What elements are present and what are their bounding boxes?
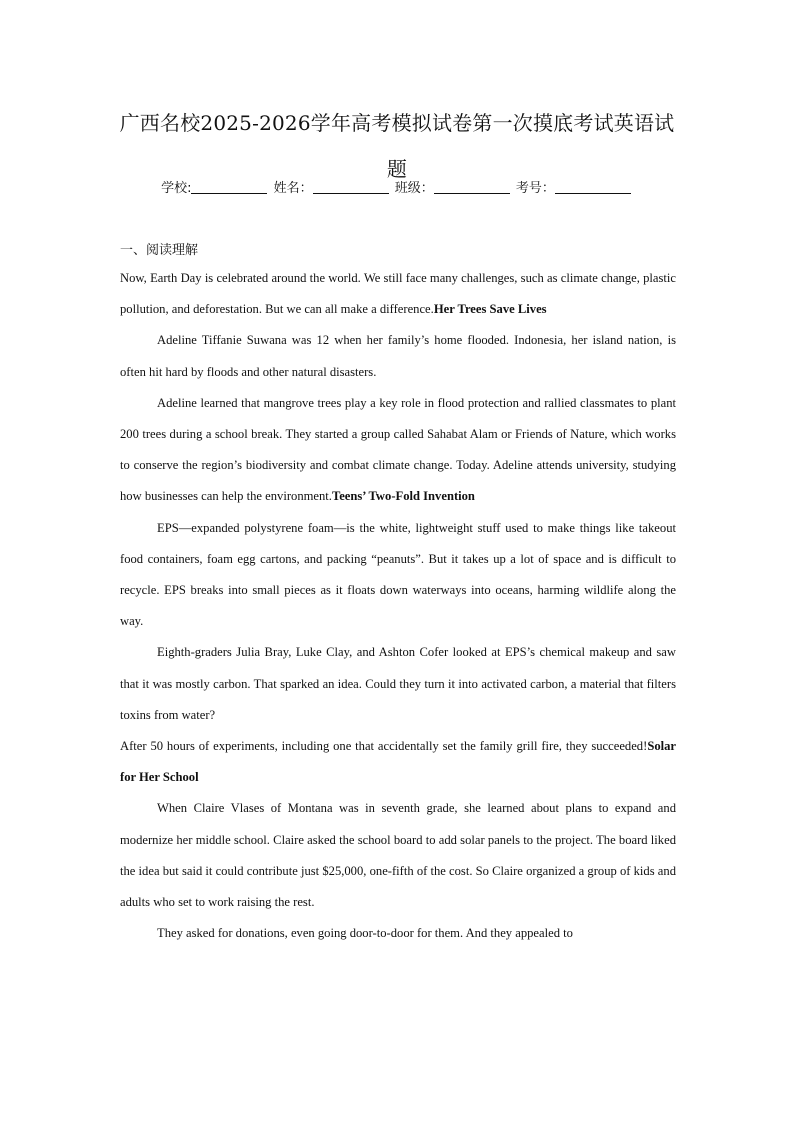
student-info-line [0, 179, 794, 199]
paragraph-experiments [120, 731, 676, 793]
intro-text: Now, Earth Day is celebrated around the world. We still face many challenges, such as climate change, plastic pollution, and deforestation. But we can all make a difference. [120, 271, 676, 317]
exam-number-label: 考号： [515, 181, 555, 196]
class-label: 班级： [394, 181, 434, 196]
adeline-text: Adeline learned that mangrove trees play a key role in flood protection and rallied classmates to plant 200 trees during a school break. They started a group called Sahabat Alam or Friends of Nature, which works to conserve the region’s biodiversity and combat climate change. Today. Adeline attends university, studying how businesses can help the environment. [120, 395, 676, 504]
page-title: 广西名校2025-2026学年高考模拟试卷第一次摸底考试英语试题 [119, 111, 675, 181]
name-label: 姓名： [273, 181, 313, 196]
paragraph-eps: EPS—expanded polystyrene foam—is the white, lightweight stuff used to make things like takeout food containers, foam egg cartons, and packing “peanuts”. But it takes up a lot of space and is difficult to recycle. EPS breaks into small pieces as it floats down waterways into oceans, harming wildlife along the way. [120, 520, 676, 629]
section-heading: 一、阅读理解 [120, 243, 199, 258]
name-blank[interactable] [313, 179, 389, 194]
school-blank[interactable] [191, 179, 267, 194]
paragraph-donations: They asked for donations, even going door-to-door for them. And they appealed to [157, 926, 573, 941]
paragraph-eighth-graders: Eighth-graders Julia Bray, Luke Clay, and Ashton Cofer looked at EPS’s chemical makeup and saw that it was mostly carbon. That sparked an idea. Could they turn it into activated carbon, a material that filters toxins from water? [120, 645, 676, 722]
exam-number-blank[interactable] [555, 179, 631, 194]
paragraph-adeline-2 [120, 388, 676, 513]
class-blank[interactable] [434, 179, 510, 194]
experiments-text: After 50 hours of experiments, including one that accidentally set the family grill fire, they succeeded! [120, 739, 648, 754]
reading-passage [120, 263, 676, 949]
paragraph-intro [120, 263, 676, 325]
heading-her-trees: Her Trees Save Lives [433, 302, 547, 317]
school-label: 学校: [161, 181, 192, 196]
paragraph-adeline-1: Adeline Tiffanie Suwana was 12 when her family’s home flooded. Indonesia, her island nation, is often hit hard by floods and other natural disasters. [120, 333, 676, 379]
paragraph-claire: When Claire Vlases of Montana was in seventh grade, she learned about plans to expand and modernize her middle school. Claire asked the school board to add solar panels to the project. The board liked the idea but said it could contribute just $25,000, one-fifth of the cost. So Claire organized a group of kids and adults who set to work raising the rest. [120, 801, 676, 910]
heading-solar: Solar for Her School [120, 739, 676, 785]
heading-teens-invention: Teens’ Two-Fold Invention [331, 489, 475, 504]
